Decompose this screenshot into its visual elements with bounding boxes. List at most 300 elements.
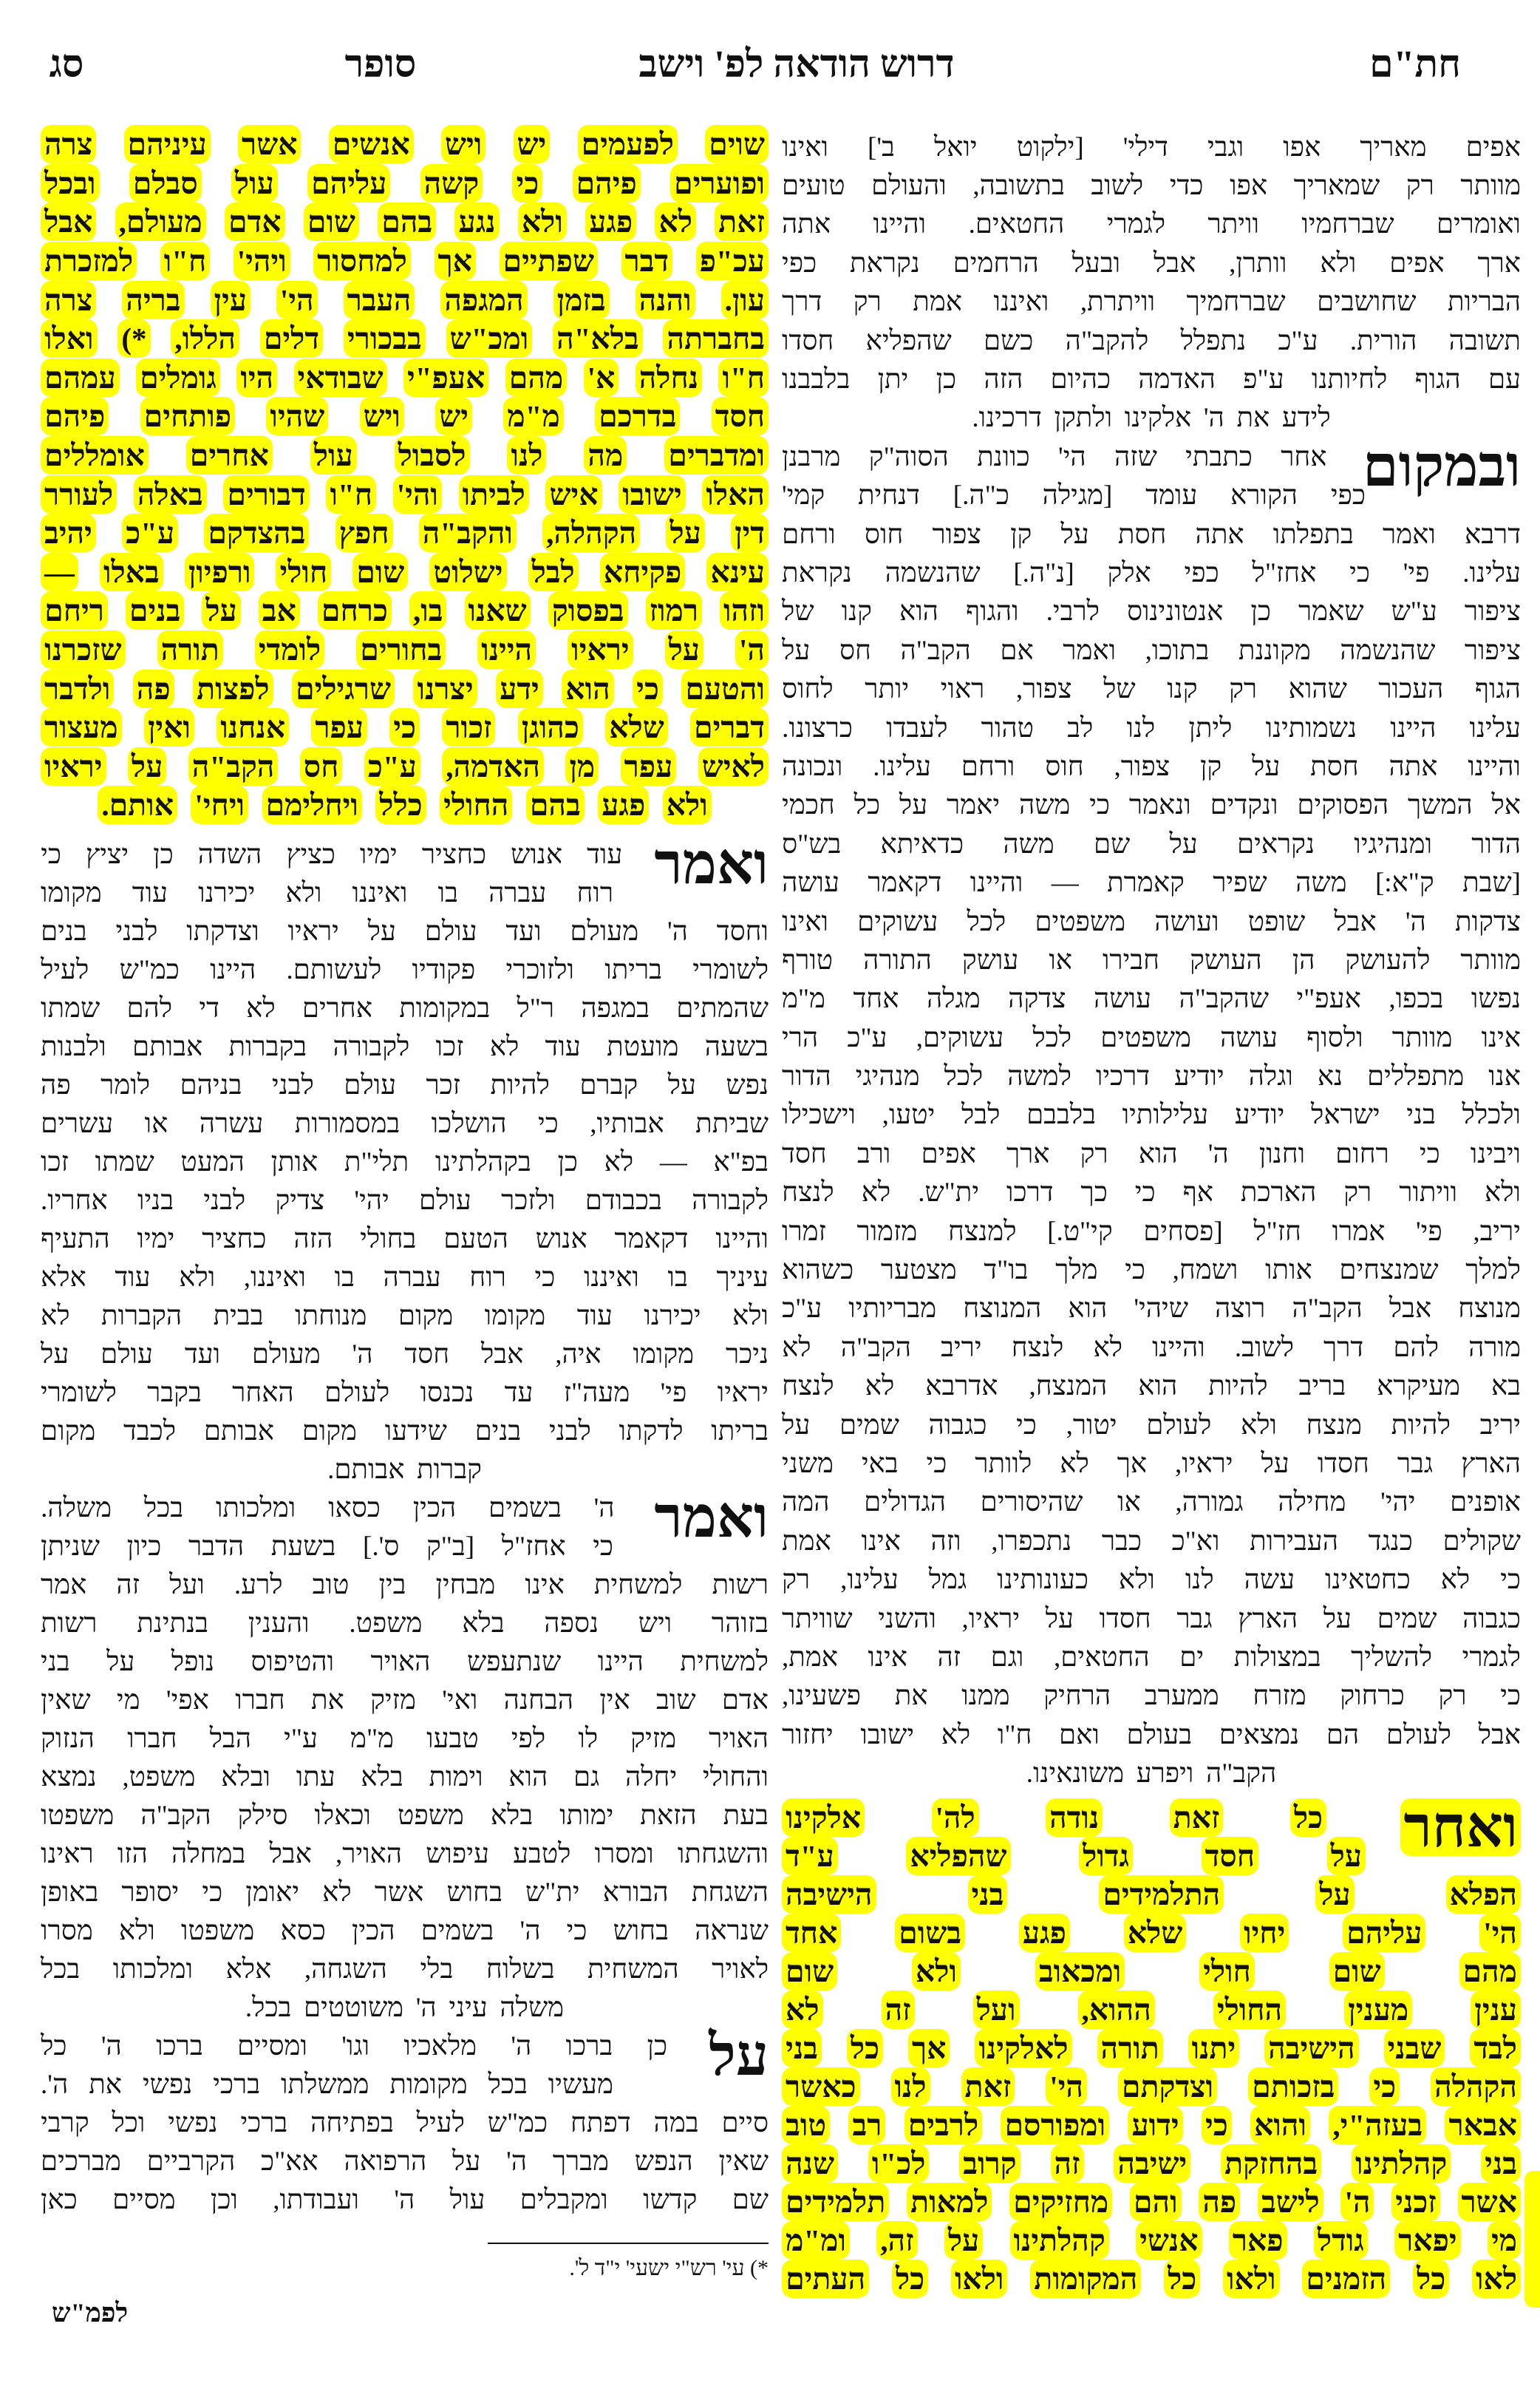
text-line: [782, 1367, 1521, 1406]
running-head-left: סופר: [344, 44, 417, 86]
word: הפסוקים: [1297, 790, 1389, 821]
word: הוא: [1068, 1294, 1108, 1325]
text-line: [782, 322, 1521, 360]
word: בחברתה: [663, 319, 769, 358]
text-line: [782, 593, 1521, 631]
word: כי: [512, 164, 542, 203]
word: נכנסו: [420, 1377, 474, 1408]
word: ויש: [638, 1608, 672, 1639]
word: עברה: [488, 877, 547, 908]
text-line: [782, 1057, 1521, 1095]
word: מתפללים: [1367, 1061, 1465, 1092]
word: משלה: [500, 1992, 565, 2023]
text-line: [782, 1638, 1521, 1676]
word: אבל: [1389, 1294, 1432, 1325]
text-line: [782, 1600, 1521, 1638]
word: כל: [1290, 1798, 1326, 1837]
text-line: [41, 553, 769, 592]
word: מורה: [1468, 1332, 1521, 1363]
text-line: [41, 1181, 769, 1220]
word: לבני: [548, 1415, 591, 1447]
word: עולם: [424, 916, 477, 947]
word: הקהלה,: [542, 514, 640, 552]
word: בתוכו,: [1145, 635, 1210, 666]
word: לא: [1060, 1448, 1089, 1479]
text-line: [41, 203, 769, 242]
word: ה': [1340, 2183, 1374, 2221]
word: מבחין: [435, 1569, 496, 1600]
word: ה': [1405, 906, 1426, 937]
word: כסא: [280, 1915, 326, 1946]
word: משוטטים: [304, 1992, 404, 2023]
word: הקב"ה: [900, 635, 971, 666]
word: פגע: [1019, 1914, 1070, 1952]
word: ח"ו: [160, 242, 211, 280]
word: בפסוק: [548, 591, 628, 630]
word: רחום: [1335, 1138, 1389, 1169]
word: בניו: [137, 1185, 174, 1216]
word: זכני: [1391, 2183, 1440, 2221]
word: להעושק: [1345, 945, 1431, 976]
word: נפש: [726, 1070, 769, 1101]
text-line: [782, 1406, 1521, 1444]
word: אבל: [269, 1838, 312, 1869]
word: לגמרי: [1106, 209, 1166, 240]
word: כי: [1500, 1681, 1521, 1712]
word: וא"כ: [1171, 1526, 1220, 1557]
text-line: [782, 786, 1521, 825]
word: מקומו: [484, 1300, 546, 1331]
word: את: [310, 1685, 344, 1716]
word: בו"ד: [984, 1255, 1029, 1286]
word: בכל.: [245, 1992, 292, 2023]
word: אינו: [525, 1569, 565, 1600]
word: טוב: [782, 2106, 830, 2144]
word: ויפרע: [1136, 1758, 1194, 1789]
word: כוונת: [977, 441, 1030, 472]
word: רק: [853, 287, 882, 318]
word: לא: [782, 1991, 823, 2029]
word: אל: [1491, 790, 1521, 821]
word: ח"ו: [718, 358, 769, 397]
word: עברה: [383, 1262, 441, 1293]
word: —: [659, 1146, 687, 1177]
word: היינו: [210, 954, 256, 985]
word: ה': [394, 2184, 415, 2215]
word: כי: [202, 1877, 223, 1908]
word: ישיבה: [1114, 2144, 1190, 2183]
text-line: [782, 902, 1521, 941]
word: ר"ל: [517, 993, 555, 1024]
word: שם: [1093, 829, 1131, 860]
word: כיון: [126, 1531, 162, 1562]
word: כי: [389, 708, 420, 747]
text-line: [782, 1875, 1521, 1914]
word: ולא: [732, 1300, 769, 1331]
text-line: [41, 1604, 769, 1642]
word: הנפש: [634, 2146, 693, 2177]
word: בתפלתו: [1272, 519, 1354, 550]
word: אלא: [41, 1262, 86, 1293]
word: בנים: [126, 591, 184, 630]
word: בזמן: [553, 281, 610, 319]
word: והיינו: [1152, 1332, 1205, 1363]
word: קמי': [782, 480, 825, 511]
word: ולזוכרי: [505, 954, 574, 985]
word: לעיל: [416, 2107, 465, 2138]
word: ועבודתו,: [273, 2184, 359, 2215]
text-line: [782, 941, 1521, 979]
text-line: [782, 166, 1521, 205]
word: יטעו,: [882, 1100, 936, 1131]
word: יראיו: [41, 747, 106, 786]
word: הקהלה: [1431, 2067, 1521, 2106]
word: לפעמים: [578, 125, 678, 163]
word: חסת: [1310, 751, 1359, 782]
word: ואמר: [1383, 519, 1436, 550]
text-line: [782, 2144, 1521, 2183]
word: ומדברים: [664, 436, 769, 475]
word: אפו: [1283, 132, 1321, 163]
word: לדקתו: [619, 1415, 684, 1447]
word: ימיו: [137, 1223, 175, 1254]
word: אנו: [1488, 1061, 1521, 1092]
word: הגדולים: [864, 1487, 947, 1518]
word: הדור: [1471, 829, 1521, 860]
word: שאין: [41, 1685, 91, 1716]
text-line: [41, 1373, 769, 1412]
word: חולי: [276, 553, 331, 591]
word: כן: [647, 2030, 668, 2061]
word: הזו: [117, 1838, 148, 1869]
word: פגע: [598, 786, 649, 824]
word: על: [128, 747, 166, 786]
word: בתשובה,: [972, 171, 1065, 202]
word: הוא: [562, 670, 613, 708]
left-column-body: [41, 832, 769, 2219]
text-line: [41, 1988, 769, 2027]
word: ולבנות: [41, 1031, 106, 1062]
word: זה: [116, 1569, 140, 1600]
word: ומסרו: [594, 1838, 654, 1869]
word: משפט.: [349, 1608, 423, 1639]
word: על: [41, 1339, 69, 1370]
word: על: [367, 916, 396, 947]
word: לבל: [528, 553, 579, 591]
word: ואיננו: [352, 877, 408, 908]
word: אחרים: [186, 436, 273, 475]
word: אחז"ל: [1252, 557, 1317, 588]
text-line: [782, 670, 1521, 708]
word: ומקבלים: [519, 2184, 608, 2215]
word: דרכו: [1006, 1177, 1054, 1209]
word: ורחם: [782, 519, 836, 550]
word: על: [1045, 1603, 1074, 1634]
text-line: [41, 989, 769, 1027]
word: ממנו: [961, 1681, 1010, 1712]
word: כי: [537, 1108, 559, 1139]
word: רק: [1229, 674, 1258, 705]
word: חברו: [235, 1685, 285, 1716]
word: הבורא: [602, 1877, 669, 1908]
word: צפור,: [1015, 674, 1072, 705]
word: כי: [1202, 2106, 1232, 2144]
word: על: [782, 635, 811, 666]
text-line: [41, 2065, 769, 2104]
word: סילק: [237, 1800, 288, 1831]
word: לרע.: [234, 1569, 283, 1600]
word: רוצה: [1215, 1294, 1266, 1325]
word: אנטונינוס: [1127, 596, 1224, 628]
word: האויר,: [335, 1838, 403, 1869]
word: לישב: [1258, 2183, 1323, 2221]
word: כי: [566, 1915, 587, 1946]
word: זכו: [435, 1031, 464, 1062]
word: על: [452, 2146, 481, 2177]
word: נחלה: [636, 358, 702, 397]
word: הללו,: [171, 319, 239, 358]
word: למשה: [1007, 1061, 1071, 1092]
word: וגלה: [1248, 1061, 1293, 1092]
word: כדאיתא: [880, 829, 964, 860]
word: ה': [1207, 1138, 1229, 1169]
text-line: [782, 1212, 1521, 1251]
word: כציץ: [286, 839, 335, 870]
word: עוד: [587, 839, 623, 870]
word: בהצדקם: [204, 514, 309, 552]
word: אלקינו: [782, 1798, 865, 1837]
word: עלילותיו: [1122, 1100, 1209, 1131]
word: פשעינו,: [782, 1681, 861, 1712]
word: על: [666, 514, 704, 552]
word: ויש: [441, 125, 485, 163]
word: פי': [1403, 557, 1430, 588]
word: במה: [653, 2107, 699, 2138]
word: שהפליא: [906, 1837, 1010, 1875]
text-line: [41, 1027, 769, 1066]
word: חברו: [127, 1723, 177, 1754]
word: על: [106, 1646, 135, 1677]
word: ולזכר: [501, 1185, 556, 1216]
word: מחילה: [1278, 1487, 1346, 1518]
word: גבר: [1176, 1603, 1213, 1634]
word: האויר: [370, 1646, 431, 1677]
word: רק: [1406, 171, 1434, 202]
word: מרבנן: [782, 441, 841, 472]
word: אותו: [1265, 1255, 1312, 1286]
word: להיות: [490, 1070, 550, 1101]
word: קרוב: [959, 2144, 1020, 2183]
word: ולאו: [1223, 2260, 1280, 2298]
word: רוח: [469, 1262, 506, 1293]
text-line: [41, 1412, 769, 1450]
word: שמאריך: [1293, 171, 1380, 202]
word: הארכת: [1240, 1177, 1317, 1209]
word: וגם: [990, 1642, 1024, 1673]
word: דרך: [782, 287, 822, 318]
word: לשוב: [1091, 171, 1144, 202]
word: אנשי: [1136, 2221, 1202, 2260]
word: לאויר: [712, 1954, 769, 1985]
word: הקב"ה: [188, 747, 279, 786]
word: אמר: [41, 1569, 87, 1600]
word: ולא: [663, 786, 712, 824]
word: משפט: [397, 1800, 464, 1831]
word: המשחית: [587, 1954, 679, 1985]
word: הבל: [209, 1723, 252, 1754]
word: בכפו,: [1389, 984, 1444, 1015]
word: וחסד: [716, 916, 769, 947]
text-line: [782, 554, 1521, 592]
word: נפשי: [168, 2107, 218, 2138]
word: אם: [1000, 635, 1034, 666]
word: רק: [1343, 1177, 1372, 1209]
word: ומלכותו: [215, 1492, 296, 1523]
word: לנצח: [782, 1177, 834, 1209]
word: מוותר: [1391, 1022, 1453, 1053]
word: בחוש: [446, 1877, 502, 1908]
text-line: [41, 1719, 769, 1758]
word: אפים: [1465, 132, 1521, 163]
word: וויתרת,: [1080, 287, 1156, 318]
word: והי': [393, 475, 442, 514]
word: אותן: [270, 1146, 318, 1177]
word: השגחת: [691, 1877, 769, 1908]
word: הפלא: [1446, 1875, 1521, 1914]
text-line: [782, 1096, 1521, 1135]
word: ע"י: [284, 1723, 318, 1754]
word: אדם: [225, 203, 285, 241]
word: ויש: [360, 397, 404, 435]
word: עלינו: [1469, 713, 1521, 744]
word: בחוש: [613, 1915, 669, 1946]
word: וגבי: [1207, 132, 1244, 163]
word: מזרח: [1253, 1681, 1306, 1712]
word: לביתו: [459, 475, 529, 514]
word: כי: [1089, 790, 1111, 821]
word: ולא: [518, 203, 567, 241]
word: שהמתים: [676, 993, 769, 1024]
word: שרגילים: [292, 670, 395, 708]
word: מבריותיו: [848, 1294, 937, 1325]
word: אך: [435, 242, 476, 280]
text-line: [41, 912, 769, 951]
word: אבותם.: [327, 1454, 405, 1485]
word: הן: [1292, 945, 1315, 976]
text-line: [41, 669, 769, 708]
word: להיות: [1391, 1410, 1451, 1441]
word: בני: [1406, 1100, 1436, 1131]
word: [שבת: [1462, 868, 1521, 899]
word: גודל: [1314, 2221, 1368, 2260]
text-line: [41, 1950, 769, 1988]
text-line: [782, 1328, 1521, 1367]
word: עמהם: [41, 358, 120, 397]
word: שנה: [782, 2144, 838, 2183]
word: סיים: [721, 2107, 769, 2138]
word: הי': [276, 281, 318, 319]
word: מאריך: [1360, 132, 1427, 163]
word: בלא"ה: [553, 319, 643, 358]
word: הי': [1046, 2067, 1087, 2106]
word: ונקדים: [1210, 790, 1278, 821]
word: לאלקינו: [975, 2029, 1071, 2067]
text-line: [41, 1104, 769, 1143]
drop-word: ואמר: [654, 1485, 769, 1549]
word: לנו: [507, 436, 546, 475]
word: די: [199, 993, 219, 1024]
word: חסד: [1202, 1837, 1258, 1875]
word: יריב: [941, 1332, 982, 1363]
word: ישובו: [619, 475, 686, 514]
word: והעולם: [871, 171, 947, 202]
text-line: [782, 709, 1521, 747]
word: כמ"ש: [487, 2107, 548, 2138]
word: צפור,: [1114, 751, 1171, 782]
word: יחזור: [782, 1719, 834, 1750]
word: עתו: [296, 1761, 335, 1792]
word: זאת: [961, 2067, 1015, 2106]
word: אנוש: [511, 839, 563, 870]
word: פקודיו: [412, 954, 476, 985]
word: או: [144, 1108, 168, 1139]
word: זכו: [41, 1146, 69, 1177]
word: ה': [100, 2030, 122, 2061]
word: מעולם: [251, 1339, 321, 1370]
word: אחד: [782, 1914, 841, 1952]
word: למשחית: [593, 1569, 683, 1600]
word: וויתור: [1399, 1177, 1458, 1209]
word: ה': [352, 1339, 373, 1370]
word: והקב"ה: [419, 514, 517, 552]
word: אנוש: [535, 1223, 587, 1254]
text-line: [782, 1522, 1521, 1560]
text-line: [782, 2183, 1521, 2221]
drop-word: ואמר: [654, 832, 769, 896]
word: מ"מ: [350, 1723, 394, 1754]
word: הקברות: [101, 1300, 183, 1331]
word: אין: [599, 1685, 630, 1716]
word: ה': [511, 2030, 532, 2061]
word: לוותר: [975, 1448, 1032, 1479]
word: ארך: [1477, 248, 1521, 279]
word: עשרה: [199, 1108, 264, 1139]
word: משלה.: [41, 1492, 112, 1523]
word: למנצח: [947, 1216, 1017, 1247]
word: קברם: [579, 1070, 638, 1101]
word: אבאר: [1445, 2106, 1521, 2144]
word: אמת,: [782, 1642, 838, 1673]
word: כי: [534, 1262, 556, 1293]
word: [ב"ק: [426, 1531, 475, 1562]
word: לא: [489, 1031, 519, 1062]
word: לאיש: [698, 747, 769, 786]
word: שהפליא: [865, 325, 952, 356]
word: ברכי: [213, 2069, 261, 2100]
word: ישלוט: [429, 553, 506, 591]
text-line: [782, 1444, 1521, 1483]
word: והם: [1130, 2183, 1182, 2221]
word: אפים: [1389, 248, 1445, 279]
word: יש: [514, 125, 551, 163]
word: בקבר: [147, 1377, 202, 1408]
word: העושק: [1190, 945, 1262, 976]
word: נמצאים: [1219, 1719, 1300, 1750]
word: לא: [655, 203, 696, 241]
word: לכבד: [123, 1415, 177, 1447]
word: עוד: [132, 877, 168, 908]
word: שהנשמה: [885, 557, 981, 588]
